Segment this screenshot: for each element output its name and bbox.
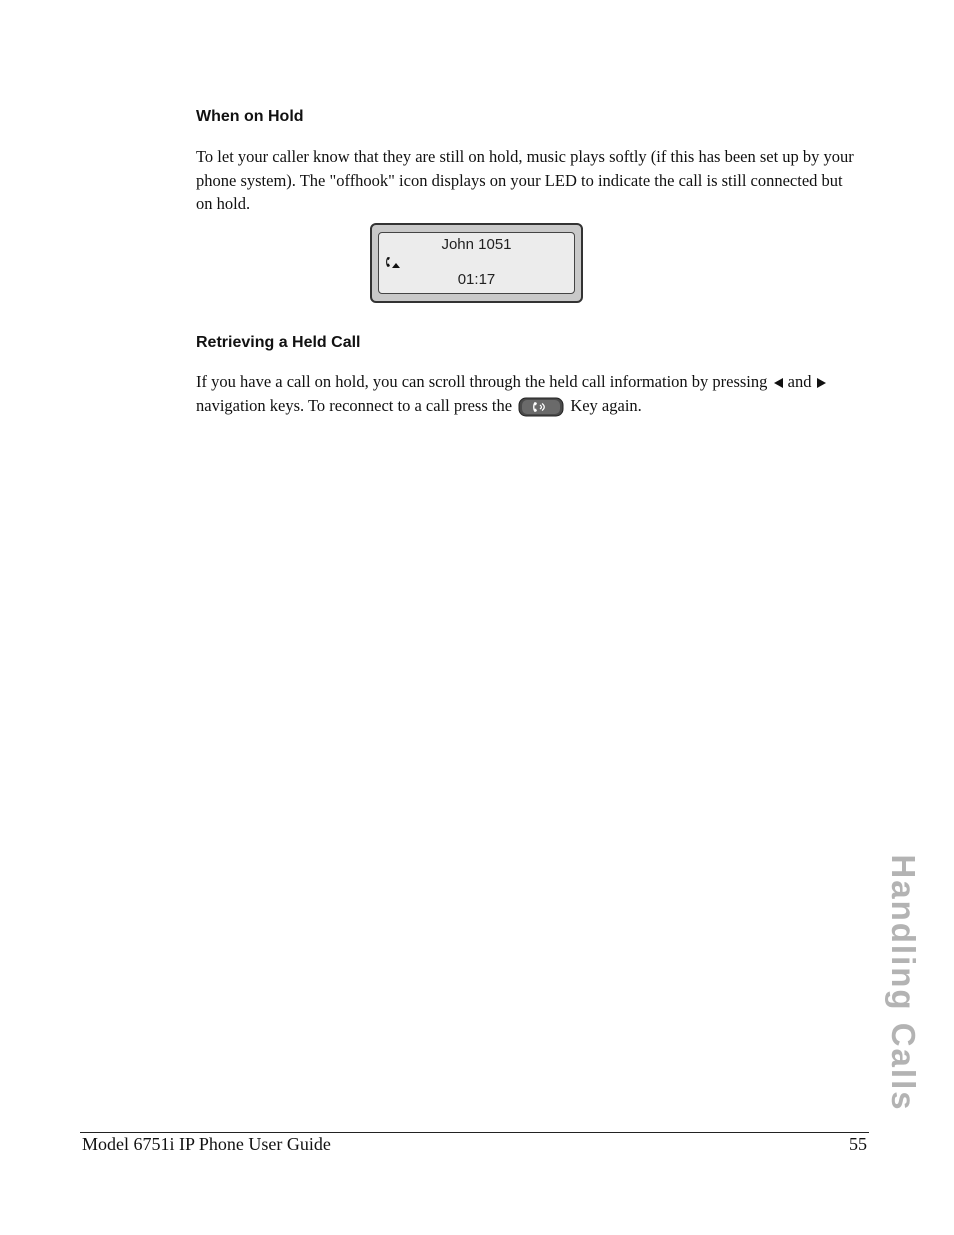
handsfree-key-icon xyxy=(518,397,564,417)
right-arrow-icon xyxy=(816,377,828,389)
paragraph-when-on-hold: To let your caller know that they are still on hold, music plays softly (if this has been set up by your phone system). The "offhook" icon displays on your LED to indicate the call is still connected but on hold. xyxy=(196,147,854,213)
paragraph-retrieving-held-call xyxy=(196,370,856,417)
lcd-display xyxy=(370,223,583,303)
section-heading-when-on-hold: When on Hold xyxy=(196,108,304,125)
text-and: and xyxy=(787,372,812,391)
text-before-left-key: If you have a call on hold, you can scroll through the held call information by pressing xyxy=(196,372,768,391)
lcd-caller-line: John 1051 xyxy=(441,236,512,253)
page-number: 55 xyxy=(849,1134,867,1154)
lcd-timer-line: 01:17 xyxy=(457,271,496,288)
offhook-icon xyxy=(384,255,404,271)
lcd-screen xyxy=(378,232,575,294)
section-heading-retrieving-held-call: Retrieving a Held Call xyxy=(196,334,361,351)
text-after-right-key: navigation keys. To reconnect to a call press the xyxy=(196,395,513,415)
footer-title: Model 6751i IP Phone User Guide xyxy=(82,1134,331,1154)
left-arrow-icon xyxy=(772,377,784,389)
footer-divider xyxy=(80,1132,869,1133)
side-tab-handling-calls: Handling Calls xyxy=(885,854,922,1112)
text-key-again: Key again. xyxy=(570,395,642,415)
